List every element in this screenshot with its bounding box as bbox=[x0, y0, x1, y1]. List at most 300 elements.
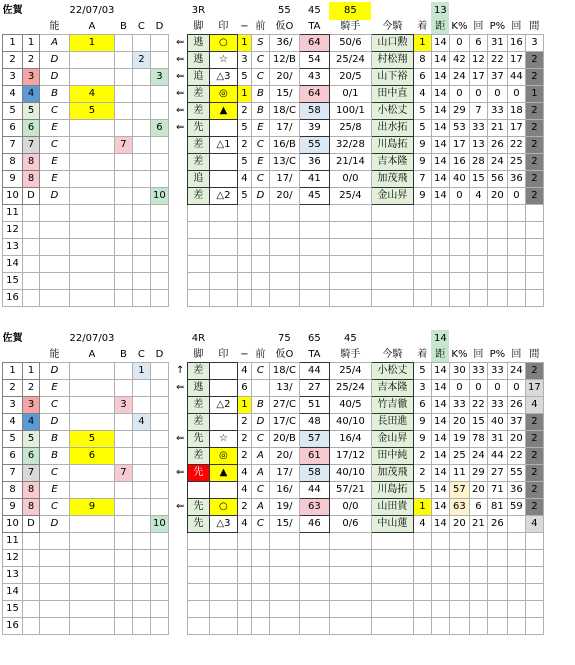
cell-kari bbox=[269, 222, 299, 239]
column-header: 距 bbox=[431, 348, 449, 363]
cell-k: 0 bbox=[449, 188, 469, 205]
cell-dist bbox=[431, 533, 449, 550]
cell-mark bbox=[209, 414, 237, 431]
cell-p bbox=[487, 567, 507, 584]
cell-arrow bbox=[173, 397, 187, 414]
cell-gate: 6 bbox=[23, 448, 40, 465]
cell-dist bbox=[431, 550, 449, 567]
cell-kai2 bbox=[507, 567, 525, 584]
cell-c: 4 bbox=[132, 414, 150, 431]
cell-c bbox=[132, 618, 150, 635]
horse-row bbox=[3, 482, 544, 499]
cell-minus: 5 bbox=[237, 154, 251, 171]
cell-chaku bbox=[413, 533, 431, 550]
cell-abil: E bbox=[40, 154, 70, 171]
cell-jockey: 0/0 bbox=[329, 499, 371, 516]
cell-leg: 差 bbox=[187, 154, 209, 171]
column-header: 今騎 bbox=[382, 21, 403, 32]
cell-ta: 44 bbox=[299, 482, 329, 499]
horse-row bbox=[3, 52, 544, 69]
cell-jockey bbox=[329, 550, 371, 567]
star-icon: ☆ bbox=[209, 431, 237, 448]
cell-now: 村松翔 bbox=[371, 52, 413, 69]
cell-arrow bbox=[173, 256, 187, 273]
cell-a bbox=[70, 516, 115, 533]
cell-chaku bbox=[413, 567, 431, 584]
top-value: 45 bbox=[344, 333, 357, 344]
cell-d bbox=[150, 380, 168, 397]
cell-a bbox=[70, 290, 115, 307]
cell-no: 9 bbox=[3, 499, 23, 516]
cell-chaku: 5 bbox=[413, 482, 431, 499]
cell-minus: 4 bbox=[237, 482, 251, 499]
cell-abil: C bbox=[40, 103, 70, 120]
cell-kari: 20/ bbox=[269, 448, 299, 465]
cell-leg bbox=[187, 290, 209, 307]
cell-k: 20 bbox=[449, 414, 469, 431]
cell-b bbox=[114, 380, 132, 397]
column-header: D bbox=[155, 21, 164, 32]
cell-ma: 2 bbox=[525, 499, 543, 516]
cell-gate bbox=[23, 256, 40, 273]
cell-b bbox=[114, 154, 132, 171]
cell-leg bbox=[187, 601, 209, 618]
cell-abil bbox=[40, 222, 70, 239]
cell-jockey bbox=[329, 290, 371, 307]
cell-minus: 1 bbox=[237, 86, 251, 103]
column-header: − bbox=[240, 21, 249, 32]
cell-k bbox=[449, 618, 469, 635]
cell-prev: C bbox=[251, 363, 269, 380]
cell-k bbox=[449, 567, 469, 584]
cell-b bbox=[114, 363, 132, 380]
horse-row bbox=[3, 103, 544, 120]
cell-b bbox=[114, 414, 132, 431]
cell-prev bbox=[251, 380, 269, 397]
cell-prev bbox=[251, 205, 269, 222]
cell-mark bbox=[209, 222, 237, 239]
cell-kai: 7 bbox=[469, 103, 487, 120]
cell-p: 71 bbox=[487, 482, 507, 499]
column-header: 間 bbox=[529, 349, 540, 360]
cell-b bbox=[114, 584, 132, 601]
cell-prev bbox=[251, 618, 269, 635]
cell-ma bbox=[525, 239, 543, 256]
cell-c bbox=[132, 154, 150, 171]
cell-a bbox=[70, 120, 115, 137]
cell-abil: B bbox=[40, 448, 70, 465]
cell-c bbox=[132, 188, 150, 205]
cell-now: 川島拓 bbox=[371, 137, 413, 154]
cell-jockey bbox=[329, 584, 371, 601]
cell-b bbox=[114, 273, 132, 290]
cell-abil bbox=[40, 601, 70, 618]
cell-kai: 0 bbox=[469, 380, 487, 397]
cell-p: 0 bbox=[487, 86, 507, 103]
cell-no: 16 bbox=[3, 290, 23, 307]
cell-mark: △3 bbox=[209, 69, 237, 86]
cell-jockey: 40/10 bbox=[329, 414, 371, 431]
cell-b: 3 bbox=[114, 397, 132, 414]
empty-row bbox=[3, 567, 544, 584]
cell-minus: 2 bbox=[237, 499, 251, 516]
top-value: 55 bbox=[278, 5, 291, 16]
cell-k: 33 bbox=[449, 397, 469, 414]
cell-no: 7 bbox=[3, 137, 23, 154]
cell-a bbox=[70, 256, 115, 273]
cell-abil: D bbox=[40, 52, 70, 69]
cell-kai2: 0 bbox=[507, 86, 525, 103]
cell-c bbox=[132, 137, 150, 154]
cell-arrow bbox=[173, 414, 187, 431]
cell-kai: 33 bbox=[469, 363, 487, 380]
cell-a bbox=[70, 465, 115, 482]
cell-chaku bbox=[413, 290, 431, 307]
cell-now: 加茂飛 bbox=[371, 171, 413, 188]
cell-prev bbox=[251, 290, 269, 307]
cell-d bbox=[150, 239, 168, 256]
cell-kai: 29 bbox=[469, 465, 487, 482]
column-header: B bbox=[119, 349, 127, 360]
column-header: TA bbox=[308, 349, 321, 360]
cell-leg: 追 bbox=[187, 171, 209, 188]
cell-dist: 14 bbox=[431, 516, 449, 533]
cell-jockey: 16/4 bbox=[329, 431, 371, 448]
cell-b bbox=[114, 533, 132, 550]
cell-prev: D bbox=[251, 414, 269, 431]
cell-d: 10 bbox=[150, 516, 168, 533]
cell-prev: C bbox=[251, 69, 269, 86]
cell-mark bbox=[209, 567, 237, 584]
cell-b bbox=[114, 499, 132, 516]
cell-now: 金山昇 bbox=[371, 431, 413, 448]
cell-gate bbox=[23, 222, 40, 239]
cell-kai bbox=[469, 584, 487, 601]
cell-abil bbox=[40, 256, 70, 273]
cell-no: 2 bbox=[3, 380, 23, 397]
cell-ta: 64 bbox=[299, 35, 329, 52]
cell-chaku: 9 bbox=[413, 137, 431, 154]
cell-kari bbox=[269, 533, 299, 550]
cell-arrow: ⇐ bbox=[175, 122, 185, 133]
cell-c bbox=[132, 516, 150, 533]
cell-ma bbox=[525, 584, 543, 601]
cell-ta: 46 bbox=[299, 516, 329, 533]
cell-ma bbox=[525, 273, 543, 290]
cell-kai2: 44 bbox=[507, 69, 525, 86]
cell-gate: 3 bbox=[23, 69, 40, 86]
cell-now: 田中純 bbox=[371, 448, 413, 465]
cell-prev bbox=[251, 533, 269, 550]
cell-ma bbox=[525, 533, 543, 550]
cell-kari bbox=[269, 584, 299, 601]
cell-b bbox=[114, 52, 132, 69]
horse-row bbox=[3, 397, 544, 414]
cell-jockey: 25/4 bbox=[329, 363, 371, 380]
horse-row bbox=[3, 363, 544, 380]
cell-p bbox=[487, 205, 507, 222]
cell-chaku: 4 bbox=[413, 86, 431, 103]
cell-k: 11 bbox=[449, 465, 469, 482]
cell-kari bbox=[269, 256, 299, 273]
column-header bbox=[3, 20, 23, 35]
cell-prev bbox=[251, 601, 269, 618]
column-header: A bbox=[88, 21, 96, 32]
cell-ta bbox=[299, 567, 329, 584]
cell-arrow bbox=[173, 205, 187, 222]
cell-abil bbox=[40, 550, 70, 567]
cell-p: 31 bbox=[487, 431, 507, 448]
cell-k bbox=[449, 533, 469, 550]
cell-leg: 追 bbox=[187, 69, 209, 86]
cell-ta bbox=[299, 601, 329, 618]
column-header bbox=[23, 20, 40, 35]
empty-row bbox=[3, 239, 544, 256]
cell-k bbox=[449, 273, 469, 290]
cell-no: 15 bbox=[3, 273, 23, 290]
cell-arrow: ⇐ bbox=[175, 467, 185, 478]
cell-kai bbox=[469, 601, 487, 618]
column-header: 騎手 bbox=[340, 349, 361, 360]
cell-minus bbox=[237, 239, 251, 256]
empty-row bbox=[3, 584, 544, 601]
cell-a bbox=[70, 567, 115, 584]
cell-a bbox=[70, 550, 115, 567]
cell-d bbox=[150, 618, 168, 635]
cell-b bbox=[114, 290, 132, 307]
cell-p: 40 bbox=[487, 414, 507, 431]
cell-kari: 20/ bbox=[269, 188, 299, 205]
cell-d bbox=[150, 550, 168, 567]
cell-ta: 51 bbox=[299, 397, 329, 414]
cell-no: 5 bbox=[3, 103, 23, 120]
column-header: 仮O bbox=[275, 21, 294, 32]
cell-jockey: 25/8 bbox=[329, 120, 371, 137]
cell-a bbox=[70, 171, 115, 188]
cell-b bbox=[114, 188, 132, 205]
cell-ma bbox=[525, 567, 543, 584]
cell-jockey: 40/5 bbox=[329, 397, 371, 414]
column-header: 回 bbox=[511, 21, 522, 32]
horse-row bbox=[3, 516, 544, 533]
column-header: 今騎 bbox=[382, 349, 403, 360]
cell-p: 31 bbox=[487, 35, 507, 52]
cell-chaku: 6 bbox=[413, 397, 431, 414]
cell-p: 37 bbox=[487, 69, 507, 86]
cell-now bbox=[371, 601, 413, 618]
cell-minus: 5 bbox=[237, 188, 251, 205]
cell-minus bbox=[237, 222, 251, 239]
cell-kai bbox=[469, 222, 487, 239]
cell-minus: 2 bbox=[237, 414, 251, 431]
cell-dist: 14 bbox=[431, 397, 449, 414]
cell-a bbox=[70, 482, 115, 499]
cell-ta bbox=[299, 533, 329, 550]
cell-minus bbox=[237, 618, 251, 635]
cell-kai2: 16 bbox=[507, 35, 525, 52]
cell-d bbox=[150, 137, 168, 154]
cell-kai bbox=[469, 239, 487, 256]
cell-kai bbox=[469, 550, 487, 567]
cell-d: 10 bbox=[150, 188, 168, 205]
empty-row bbox=[3, 533, 544, 550]
cell-kari: 12/B bbox=[269, 52, 299, 69]
cell-ta bbox=[299, 290, 329, 307]
column-header: 回 bbox=[511, 349, 522, 360]
cell-kari: 16/B bbox=[269, 137, 299, 154]
cell-kai bbox=[469, 273, 487, 290]
cell-ta: 55 bbox=[299, 137, 329, 154]
cell-jockey: 20/5 bbox=[329, 69, 371, 86]
cell-kai bbox=[469, 256, 487, 273]
cell-c bbox=[132, 103, 150, 120]
cell-abil: C bbox=[40, 137, 70, 154]
cell-gate: 6 bbox=[23, 120, 40, 137]
cell-leg bbox=[187, 239, 209, 256]
cell-c bbox=[132, 120, 150, 137]
cell-no: 11 bbox=[3, 533, 23, 550]
column-header: TA bbox=[308, 21, 321, 32]
cell-now: 出水拓 bbox=[371, 120, 413, 137]
cell-now bbox=[371, 205, 413, 222]
cell-kai2 bbox=[507, 290, 525, 307]
cell-arrow bbox=[173, 618, 187, 635]
cell-gate: 8 bbox=[23, 154, 40, 171]
circle-icon: ○ bbox=[209, 499, 237, 516]
cell-kari: 20/ bbox=[269, 69, 299, 86]
cell-d bbox=[150, 431, 168, 448]
cell-b: 7 bbox=[114, 137, 132, 154]
cell-chaku: 2 bbox=[413, 448, 431, 465]
cell-c: 1 bbox=[132, 363, 150, 380]
cell-jockey: 57/21 bbox=[329, 482, 371, 499]
cell-c: 2 bbox=[132, 52, 150, 69]
cell-prev: B bbox=[251, 103, 269, 120]
cell-kari bbox=[269, 273, 299, 290]
cell-no: 1 bbox=[3, 363, 23, 380]
cell-k: 57 bbox=[449, 482, 469, 499]
cell-dist: 14 bbox=[431, 188, 449, 205]
cell-gate: D bbox=[23, 516, 40, 533]
cell-now bbox=[371, 222, 413, 239]
cell-ma bbox=[525, 601, 543, 618]
cell-a bbox=[70, 584, 115, 601]
cell-d bbox=[150, 290, 168, 307]
cell-kai2 bbox=[507, 222, 525, 239]
cell-a bbox=[70, 618, 115, 635]
cell-c bbox=[132, 601, 150, 618]
cell-kai: 20 bbox=[469, 482, 487, 499]
cell-prev bbox=[251, 239, 269, 256]
cell-kari bbox=[269, 239, 299, 256]
cell-prev: C bbox=[251, 516, 269, 533]
race-table bbox=[2, 2, 544, 307]
cell-ma bbox=[525, 290, 543, 307]
column-header: 仮O bbox=[275, 349, 294, 360]
cell-arrow bbox=[173, 171, 187, 188]
cell-p: 26 bbox=[487, 516, 507, 533]
cell-jockey: 50/6 bbox=[329, 35, 371, 52]
cell-kari: 18/C bbox=[269, 103, 299, 120]
cell-ma: 2 bbox=[525, 431, 543, 448]
cell-minus: 5 bbox=[237, 69, 251, 86]
cell-b bbox=[114, 69, 132, 86]
cell-leg bbox=[187, 618, 209, 635]
cell-now: 山田貴 bbox=[371, 499, 413, 516]
cell-no: 2 bbox=[3, 52, 23, 69]
cell-dist bbox=[431, 222, 449, 239]
cell-kai bbox=[469, 205, 487, 222]
cell-minus bbox=[237, 290, 251, 307]
cell-a bbox=[70, 205, 115, 222]
cell-prev bbox=[251, 222, 269, 239]
cell-kai: 21 bbox=[469, 516, 487, 533]
cell-p: 44 bbox=[487, 448, 507, 465]
cell-kai2 bbox=[507, 239, 525, 256]
cell-minus bbox=[237, 533, 251, 550]
cell-arrow: ⇐ bbox=[175, 71, 185, 82]
cell-leg bbox=[187, 222, 209, 239]
cell-arrow: ⇐ bbox=[175, 88, 185, 99]
cell-jockey bbox=[329, 618, 371, 635]
column-header: K% bbox=[451, 21, 468, 32]
cell-k bbox=[449, 584, 469, 601]
cell-leg: 差 bbox=[187, 397, 209, 414]
column-header: 回 bbox=[473, 21, 484, 32]
cell-kai: 4 bbox=[469, 188, 487, 205]
cell-ma: 2 bbox=[525, 188, 543, 205]
cell-mark bbox=[209, 533, 237, 550]
cell-dist: 14 bbox=[431, 120, 449, 137]
cell-b bbox=[114, 550, 132, 567]
cell-arrow bbox=[173, 482, 187, 499]
column-header: P% bbox=[489, 349, 506, 360]
cell-chaku: 2 bbox=[413, 465, 431, 482]
cell-kai2: 20 bbox=[507, 431, 525, 448]
cell-ma: 2 bbox=[525, 154, 543, 171]
cell-ta: 61 bbox=[299, 448, 329, 465]
cell-no: 10 bbox=[3, 516, 23, 533]
cell-arrow: ⇐ bbox=[175, 382, 185, 393]
cell-a: 5 bbox=[70, 103, 115, 120]
cell-kai: 28 bbox=[469, 154, 487, 171]
cell-chaku: 3 bbox=[413, 380, 431, 397]
cell-p bbox=[487, 618, 507, 635]
cell-no: 14 bbox=[3, 584, 23, 601]
cell-ma: 3 bbox=[525, 35, 543, 52]
cell-ta: 58 bbox=[299, 465, 329, 482]
cell-dist bbox=[431, 273, 449, 290]
cell-arrow bbox=[173, 567, 187, 584]
cell-ma: 2 bbox=[525, 171, 543, 188]
cell-now: 田中直 bbox=[371, 86, 413, 103]
cell-minus bbox=[237, 550, 251, 567]
cell-kai bbox=[469, 618, 487, 635]
horse-row bbox=[3, 69, 544, 86]
cell-now bbox=[371, 533, 413, 550]
cell-kai: 15 bbox=[469, 414, 487, 431]
cell-prev: S bbox=[251, 35, 269, 52]
cell-jockey bbox=[329, 222, 371, 239]
empty-row bbox=[3, 205, 544, 222]
venue-label: 佐賀 bbox=[2, 5, 23, 16]
cell-abil: C bbox=[40, 499, 70, 516]
cell-jockey: 40/10 bbox=[329, 465, 371, 482]
cell-gate: 1 bbox=[23, 35, 40, 52]
cell-leg: 先 bbox=[187, 465, 209, 482]
cell-arrow bbox=[173, 290, 187, 307]
double-circle-icon: ◎ bbox=[209, 86, 237, 103]
